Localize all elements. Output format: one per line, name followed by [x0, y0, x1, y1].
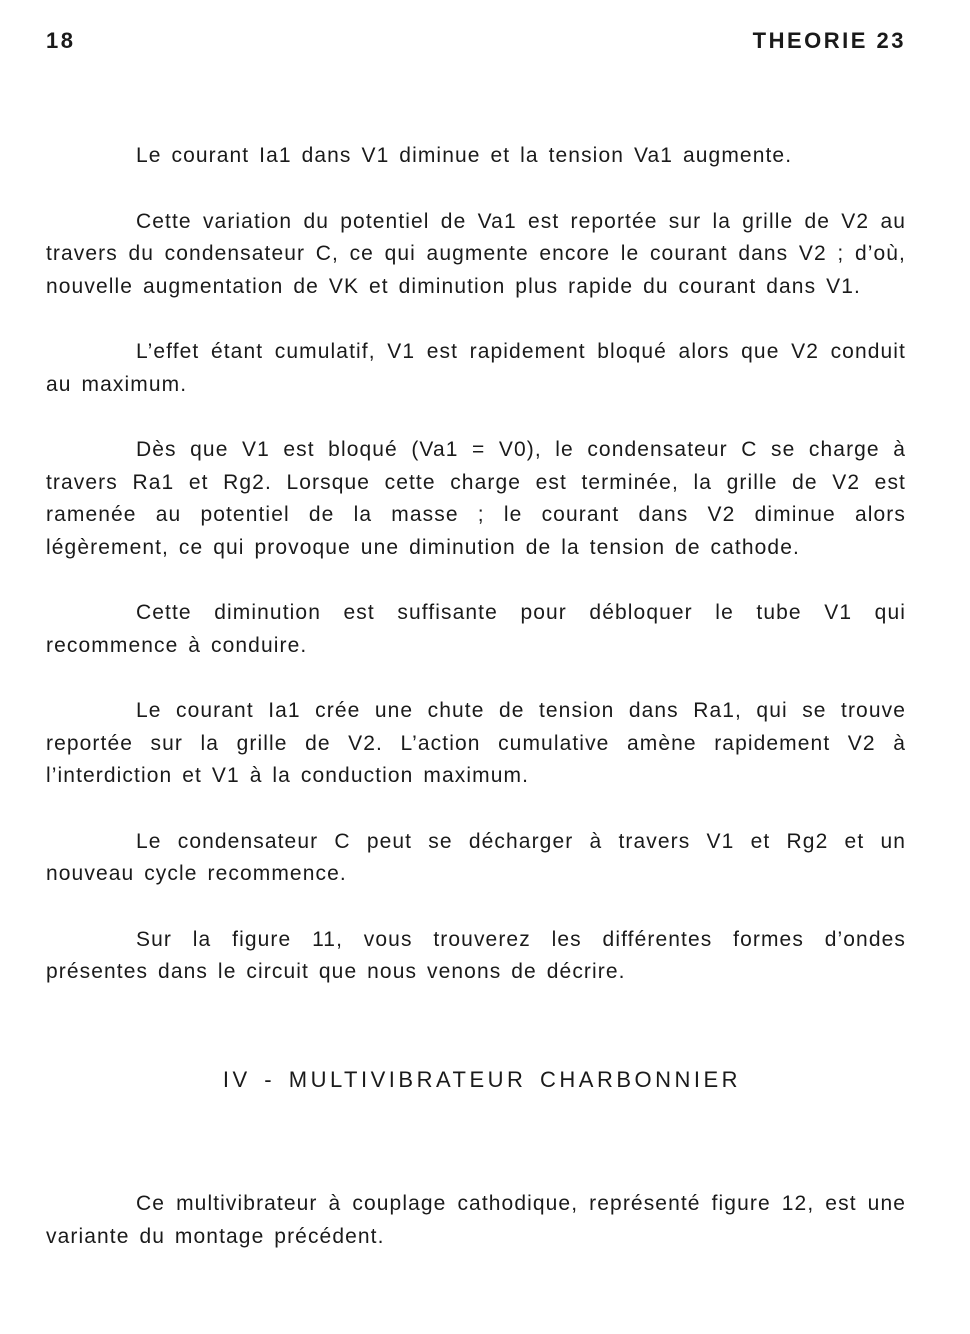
- page-number: 18: [46, 28, 76, 53]
- page-header: [46, 26, 906, 56]
- paragraph: Cette diminution est suffisante pour débloquer le tube V1 qui recommence à conduire.: [46, 601, 906, 657]
- paragraph: Ce multivibrateur à couplage cathodique, représenté figure 12, est une variante du montage précédent.: [46, 1192, 906, 1248]
- paragraph: L’effet étant cumulatif, V1 est rapidement bloqué alors que V2 conduit au maximum.: [46, 340, 906, 396]
- section-heading: IV - MULTIVIBRATEUR CHARBONNIER: [222, 1066, 742, 1092]
- paragraph: Le courant Ia1 crée une chute de tension dans Ra1, qui se trouve reportée sur la grille de V2. L’action cumulative amène rapidement V2 à l’interdiction et V1 à la conduction maximum.: [46, 699, 906, 787]
- paragraph: Cette variation du potentiel de Va1 est reportée sur la grille de V2 au travers du condensateur C, ce qui augmente encore le courant dans V2 ; d’où, nouvelle augmentation de VK et diminution plus rapide du courant dans V1.: [46, 209, 906, 298]
- running-title: THEORIE 23: [752, 28, 906, 53]
- paragraph: Sur la figure 11, vous trouverez les différentes formes d’ondes présentes dans le circuit que nous venons de décrire.: [46, 927, 906, 983]
- paragraph: Le condensateur C peut se décharger à travers V1 et Rg2 et un nouveau cycle recommence.: [46, 829, 906, 885]
- paragraph: Dès que V1 est bloqué (Va1 = V0), le condensateur C se charge à travers Ra1 et Rg2. Lorsque cette charge est terminée, la grille de V2 est ramenée au potentiel de la masse ; le courant dans V2 diminue alors légèrement, ce qui provoque une diminution de la tension de cathode.: [46, 438, 906, 559]
- body-text: [46, 140, 906, 1286]
- paragraph: Le courant Ia1 dans V1 diminue et la tension Va1 augmente.: [136, 144, 793, 167]
